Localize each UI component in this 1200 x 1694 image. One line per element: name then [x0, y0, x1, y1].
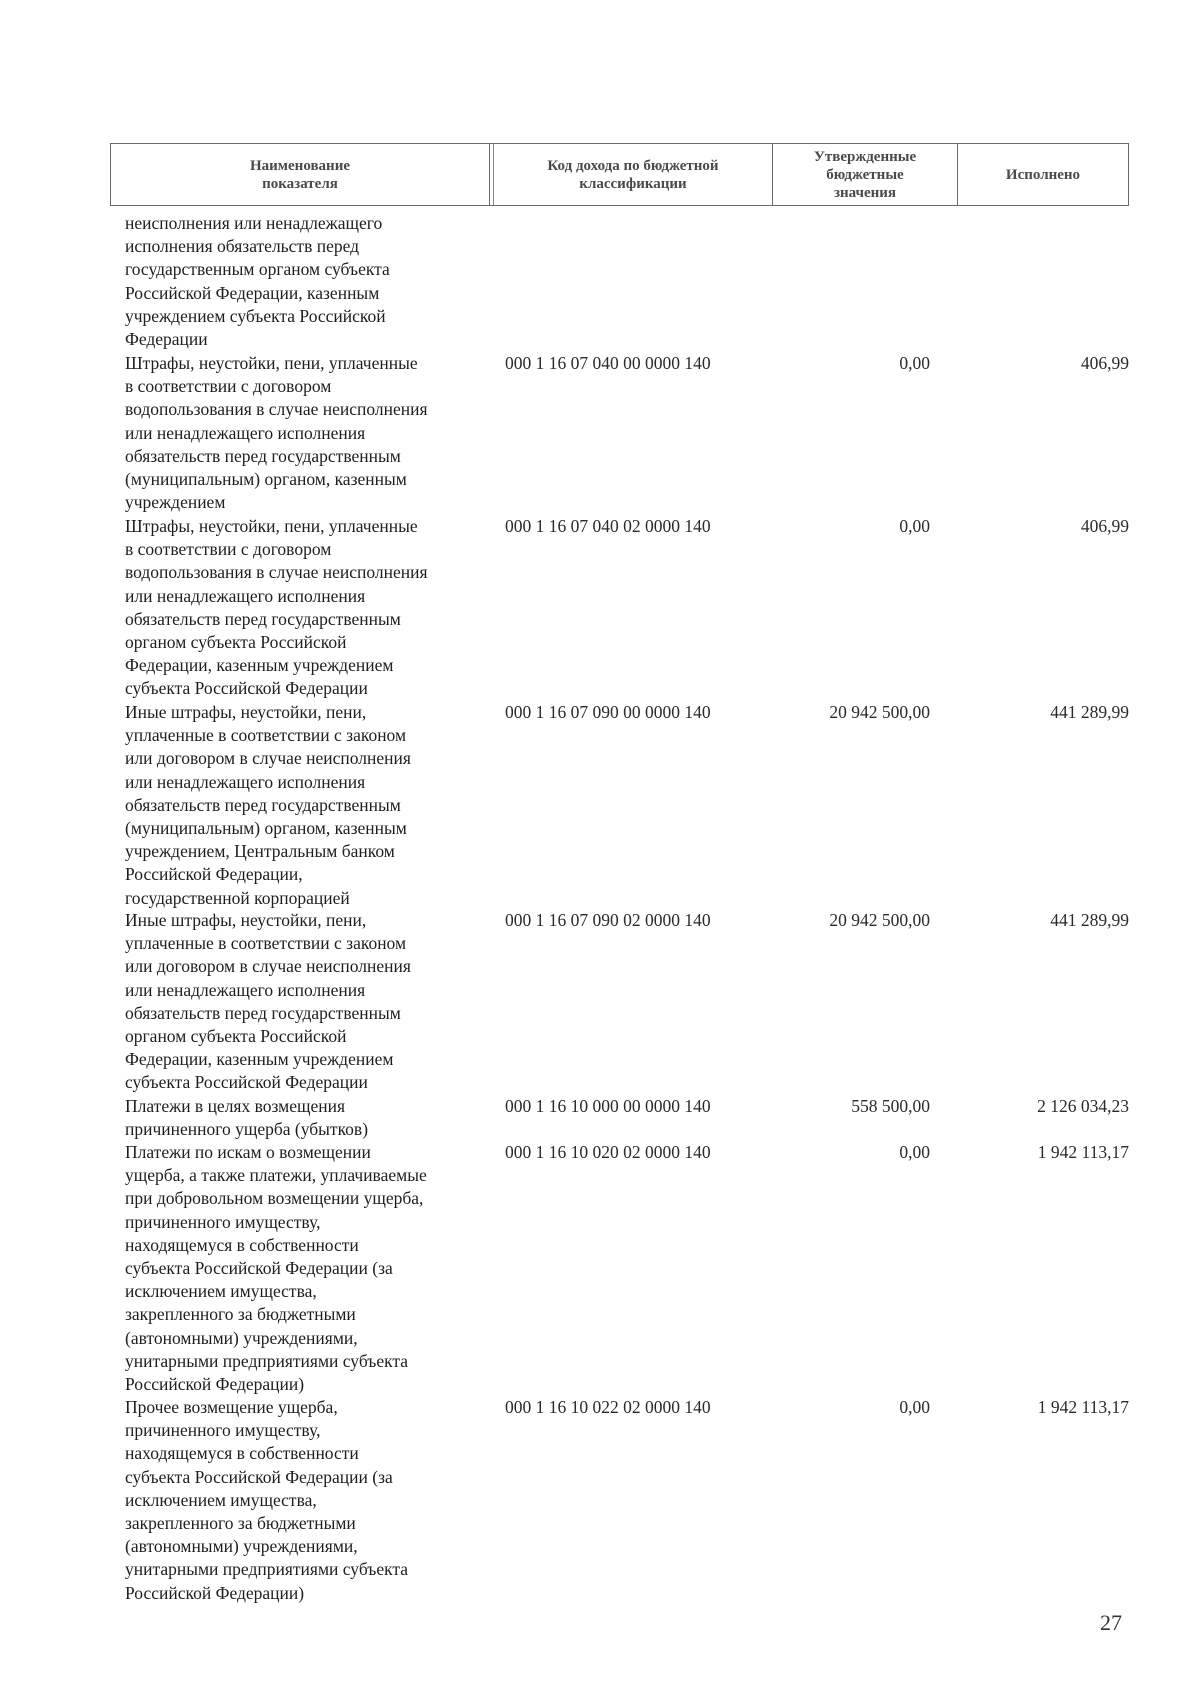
- row-approved: 0,00: [899, 516, 930, 536]
- header-approved: Утвержденные бюджетные значения: [773, 144, 958, 205]
- row-code: 000 1 16 07 090 00 0000 140: [505, 702, 711, 722]
- row-name: Иные штрафы, неустойки, пени, уплаченные в соответствии с законом или договором в случае неисполнения или ненадлежащего исполнения обязательств перед государственным органом субъекта Российской Федерации, казенным учреждением субъекта Российской Федерации: [125, 910, 411, 1093]
- row-name: неисполнения или ненадлежащего исполнения обязательств перед государственным органом субъекта Российской Федерации, казенным учреждением субъекта Российской Федерации: [125, 213, 390, 350]
- row-approved: 20 942 500,00: [829, 910, 930, 930]
- header-name: Наименование показателя: [111, 144, 490, 205]
- row-name: Платежи по искам о возмещении ущерба, а также платежи, уплачиваемые при добровольном возмещении ущерба, причиненного имуществу, находящемуся в собственности субъекта Российской Федерации (за исключением имущества, закрепленного за бюджетными (автономными) учреждениями, унитарными предприятиями субъекта Российской Федерации): [125, 1142, 427, 1395]
- row-name: Штрафы, неустойки, пени, уплаченные в соответствии с договором водопользования в случае неисполнения или ненадлежащего исполнения обязательств перед государственным (муниципальным) органом, казенным учреждением: [125, 353, 428, 513]
- row-name: Штрафы, неустойки, пени, уплаченные в соответствии с договором водопользования в случае неисполнения или ненадлежащего исполнения обязательств перед государственным органом субъекта Российской Федерации, казенным учреждением субъекта Российской Федерации: [125, 516, 428, 699]
- row-approved: 558 500,00: [851, 1096, 930, 1116]
- row-executed: 1 942 113,17: [1037, 1397, 1129, 1417]
- header-code: Код дохода по бюджетной классификации: [493, 144, 773, 205]
- row-name: Платежи в целях возмещения причиненного ущерба (убытков): [125, 1096, 369, 1140]
- row-name: Прочее возмещение ущерба, причиненного имуществу, находящемуся в собственности субъекта Российской Федерации (за исключением имущества, закрепленного за бюджетными (автономными) учреждениями, унитарными предприятиями субъекта Российской Федерации): [125, 1397, 408, 1603]
- row-code: 000 1 16 10 020 02 0000 140: [505, 1142, 711, 1162]
- row-executed: 406,99: [1080, 516, 1129, 536]
- table-header: [110, 143, 1129, 206]
- header-executed: Исполнено: [1005, 166, 1081, 183]
- row-code: 000 1 16 10 000 00 0000 140: [505, 1096, 711, 1116]
- row-approved: 0,00: [899, 353, 930, 373]
- row-code: 000 1 16 10 022 02 0000 140: [505, 1397, 711, 1417]
- row-code: 000 1 16 07 040 02 0000 140: [505, 516, 711, 536]
- row-approved: 0,00: [899, 1142, 930, 1162]
- row-executed: 406,99: [1080, 353, 1129, 373]
- row-executed: 441 289,99: [1050, 910, 1129, 930]
- row-approved: 0,00: [899, 1397, 930, 1417]
- row-approved: 20 942 500,00: [829, 702, 930, 722]
- row-executed: 441 289,99: [1050, 702, 1129, 722]
- page-number: 27: [1100, 1610, 1122, 1635]
- row-code: 000 1 16 07 090 02 0000 140: [505, 910, 711, 930]
- row-code: 000 1 16 07 040 00 0000 140: [505, 353, 711, 373]
- row-executed: 1 942 113,17: [1037, 1142, 1129, 1162]
- row-executed: 2 126 034,23: [1037, 1096, 1129, 1116]
- row-name: Иные штрафы, неустойки, пени, уплаченные в соответствии с законом или договором в случае неисполнения или ненадлежащего исполнения обязательств перед государственным (муниципальным) органом, казенным учреждением, Центральным банком Российской Федерации, государственной корпорацией: [125, 702, 411, 908]
